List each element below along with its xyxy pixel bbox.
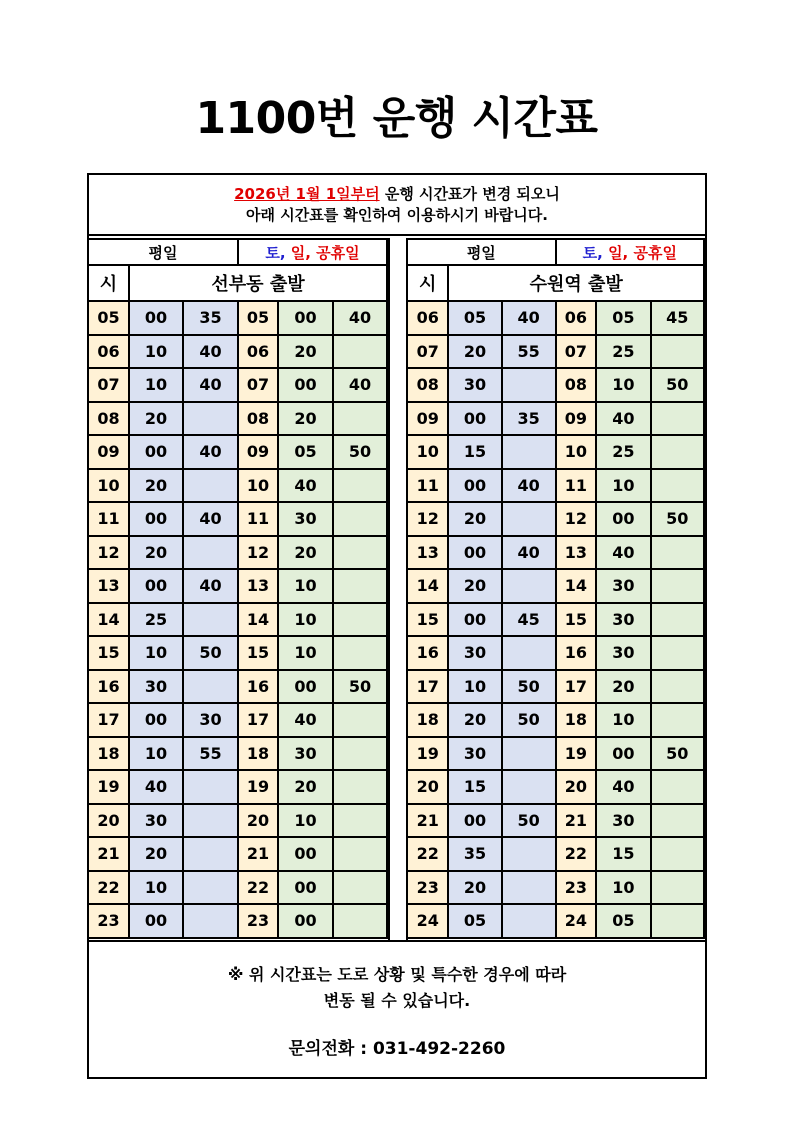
weekend-minute: 25	[596, 435, 650, 469]
weekend-hour: 24	[556, 904, 597, 938]
weekday-hour: 20	[407, 770, 448, 804]
weekend-minute: 10	[278, 569, 333, 603]
weekend-minute	[333, 804, 387, 838]
table-divider	[388, 238, 408, 940]
schedule-row	[88, 402, 387, 436]
weekday-minute: 15	[448, 435, 501, 469]
weekday-minute: 00	[129, 435, 183, 469]
weekend-hour: 06	[238, 335, 278, 369]
weekend-minute: 30	[278, 502, 333, 536]
weekday-hour: 18	[88, 737, 129, 771]
weekday-hour: 23	[88, 904, 129, 938]
weekday-hour: 19	[407, 737, 448, 771]
weekday-minute: 40	[502, 469, 556, 503]
weekday-hour: 15	[88, 636, 129, 670]
timetable-frame	[87, 173, 707, 1079]
weekend-hour: 14	[238, 603, 278, 637]
weekend-minute: 40	[596, 402, 650, 436]
weekend-minute	[651, 469, 704, 503]
weekday-minute	[183, 804, 238, 838]
weekday-minute	[502, 502, 556, 536]
weekday-minute: 20	[129, 837, 183, 871]
weekday-minute: 15	[448, 770, 501, 804]
weekend-minute: 50	[333, 435, 387, 469]
weekday-minute: 20	[448, 703, 501, 737]
weekday-minute: 40	[183, 569, 238, 603]
weekend-hour: 22	[556, 837, 597, 871]
weekend-hour: 06	[556, 301, 597, 335]
weekday-minute	[183, 871, 238, 905]
weekend-minute: 05	[278, 435, 333, 469]
weekday-hour: 17	[88, 703, 129, 737]
weekday-minute: 25	[129, 603, 183, 637]
weekday-minute	[183, 904, 238, 938]
schedule-row	[88, 636, 387, 670]
schedule-row	[88, 335, 387, 369]
weekend-hour: 15	[556, 603, 597, 637]
schedule-row	[88, 301, 387, 335]
weekend-hour: 17	[238, 703, 278, 737]
schedule-row	[88, 904, 387, 938]
weekday-hour: 12	[407, 502, 448, 536]
weekend-minute	[651, 569, 704, 603]
weekend-minute: 00	[278, 904, 333, 938]
weekday-minute: 10	[129, 368, 183, 402]
weekend-hour: 12	[556, 502, 597, 536]
weekend-minute: 05	[596, 301, 650, 335]
weekend-hour: 10	[556, 435, 597, 469]
schedule-row	[407, 770, 704, 804]
weekend-minute: 10	[596, 871, 650, 905]
weekend-minute: 15	[596, 837, 650, 871]
weekday-hour: 16	[88, 670, 129, 704]
weekday-minute	[502, 837, 556, 871]
weekend-minute	[333, 335, 387, 369]
weekend-hour: 09	[556, 402, 597, 436]
weekend-hour: 10	[238, 469, 278, 503]
weekday-minute	[183, 469, 238, 503]
weekend-minute	[651, 335, 704, 369]
weekend-hour: 16	[238, 670, 278, 704]
weekday-hour: 18	[407, 703, 448, 737]
weekend-hour: 05	[238, 301, 278, 335]
weekday-minute	[183, 770, 238, 804]
weekend-minute: 00	[596, 502, 650, 536]
weekend-minute: 20	[596, 670, 650, 704]
weekend-minute	[333, 569, 387, 603]
weekend-minute: 20	[278, 402, 333, 436]
weekday-hour: 16	[407, 636, 448, 670]
weekday-minute	[502, 871, 556, 905]
weekday-minute: 00	[129, 703, 183, 737]
weekend-minute	[333, 636, 387, 670]
weekday-minute: 50	[183, 636, 238, 670]
weekday-minute	[502, 435, 556, 469]
weekend-minute: 50	[651, 502, 704, 536]
weekday-hour: 13	[407, 536, 448, 570]
weekend-minute	[333, 904, 387, 938]
weekend-minute: 20	[278, 536, 333, 570]
weekday-minute: 55	[502, 335, 556, 369]
weekend-minute: 50	[651, 737, 704, 771]
weekend-hour: 09	[238, 435, 278, 469]
schedule-row	[407, 703, 704, 737]
weekday-hour: 14	[407, 569, 448, 603]
weekday-minute: 30	[448, 636, 501, 670]
weekend-minute: 30	[596, 804, 650, 838]
weekday-hour: 11	[407, 469, 448, 503]
footer-notice	[89, 940, 705, 1077]
weekday-minute	[183, 402, 238, 436]
weekend-minute: 30	[596, 569, 650, 603]
weekday-minute	[502, 737, 556, 771]
weekday-minute: 55	[183, 737, 238, 771]
schedule-row	[407, 904, 704, 938]
weekday-hour: 20	[88, 804, 129, 838]
weekend-hour: 18	[556, 703, 597, 737]
weekend-minute: 40	[333, 368, 387, 402]
weekday-minute: 35	[502, 402, 556, 436]
weekday-minute	[502, 636, 556, 670]
schedule-row	[88, 871, 387, 905]
weekday-minute	[183, 536, 238, 570]
weekday-minute: 40	[183, 368, 238, 402]
weekend-minute	[651, 670, 704, 704]
schedule-row	[88, 469, 387, 503]
page-title: 1100번 운행 시간표	[195, 93, 598, 144]
weekday-hour: 13	[88, 569, 129, 603]
weekday-minute: 00	[448, 603, 501, 637]
weekday-minute	[183, 670, 238, 704]
schedule-row	[407, 435, 704, 469]
weekend-minute: 40	[278, 469, 333, 503]
weekend-minute	[333, 770, 387, 804]
weekend-hour: 21	[238, 837, 278, 871]
weekday-hour: 17	[407, 670, 448, 704]
weekend-minute: 40	[596, 536, 650, 570]
weekday-minute: 00	[448, 804, 501, 838]
weekend-hour: 20	[556, 770, 597, 804]
suwon-departure-table	[406, 238, 705, 939]
weekday-hour: 10	[407, 435, 448, 469]
weekend-minute: 40	[333, 301, 387, 335]
weekend-hour: 19	[556, 737, 597, 771]
weekday-minute: 20	[448, 502, 501, 536]
weekday-hour: 08	[88, 402, 129, 436]
weekday-minute	[502, 569, 556, 603]
weekday-hour: 06	[88, 335, 129, 369]
schedule-row	[407, 636, 704, 670]
weekend-minute: 10	[278, 603, 333, 637]
weekend-hour: 15	[238, 636, 278, 670]
weekend-hour: 23	[556, 871, 597, 905]
schedule-row	[407, 871, 704, 905]
weekday-hour: 06	[407, 301, 448, 335]
weekend-minute	[333, 837, 387, 871]
weekday-minute: 20	[448, 871, 501, 905]
weekend-minute: 30	[596, 603, 650, 637]
station-header	[88, 265, 387, 301]
weekend-hour: 17	[556, 670, 597, 704]
schedule-row	[88, 435, 387, 469]
weekend-hour: 14	[556, 569, 597, 603]
weekend-hour: 13	[238, 569, 278, 603]
weekday-hour: 21	[88, 837, 129, 871]
weekend-minute	[333, 871, 387, 905]
weekday-hour: 14	[88, 603, 129, 637]
weekday-minute	[502, 770, 556, 804]
day-type-header	[407, 239, 704, 265]
schedule-row	[407, 737, 704, 771]
weekday-minute: 30	[129, 670, 183, 704]
weekend-minute	[651, 837, 704, 871]
weekday-minute: 05	[448, 301, 501, 335]
weekend-minute: 50	[651, 368, 704, 402]
weekend-label: 토, 일, 공휴일	[238, 239, 387, 265]
disclaimer: ※ 위 시간표는 도로 상황 및 특수한 경우에 따라 변동 될 수 있습니다.	[227, 965, 567, 1010]
weekday-minute	[183, 837, 238, 871]
weekday-minute: 30	[129, 804, 183, 838]
weekday-hour: 15	[407, 603, 448, 637]
weekday-minute	[183, 603, 238, 637]
weekend-hour: 07	[556, 335, 597, 369]
schedule-row	[88, 737, 387, 771]
weekday-minute: 45	[502, 603, 556, 637]
hour-header: 시	[88, 265, 129, 301]
schedule-row	[88, 536, 387, 570]
weekend-hour: 08	[238, 402, 278, 436]
weekend-minute	[333, 703, 387, 737]
weekend-minute	[333, 536, 387, 570]
weekend-minute: 00	[278, 871, 333, 905]
schedule-row	[88, 603, 387, 637]
schedule-row	[88, 837, 387, 871]
contact-phone: 문의전화 : 031-492-2260	[288, 1039, 506, 1059]
weekday-minute: 00	[129, 301, 183, 335]
weekend-minute: 10	[596, 703, 650, 737]
weekend-hour: 11	[238, 502, 278, 536]
schedule-row	[407, 603, 704, 637]
schedule-row	[407, 536, 704, 570]
notice-line-2: 아래 시간표를 확인하여 이용하시기 바랍니다.	[246, 206, 548, 224]
weekend-minute: 00	[278, 301, 333, 335]
weekday-minute: 00	[448, 402, 501, 436]
schedule-row	[407, 670, 704, 704]
weekday-hour: 21	[407, 804, 448, 838]
schedule-row	[88, 670, 387, 704]
weekday-label: 평일	[88, 239, 238, 265]
weekday-minute: 00	[129, 502, 183, 536]
weekday-hour: 09	[88, 435, 129, 469]
weekend-minute: 45	[651, 301, 704, 335]
weekend-label: 토, 일, 공휴일	[556, 239, 704, 265]
seonbu-departure-table	[89, 238, 388, 939]
weekend-minute	[651, 871, 704, 905]
weekday-minute: 00	[129, 569, 183, 603]
weekday-hour: 12	[88, 536, 129, 570]
weekend-minute: 20	[278, 770, 333, 804]
weekend-minute	[651, 770, 704, 804]
weekend-minute	[651, 402, 704, 436]
weekday-minute: 40	[502, 301, 556, 335]
weekday-minute: 10	[129, 737, 183, 771]
weekend-minute: 20	[278, 335, 333, 369]
weekday-minute: 20	[129, 536, 183, 570]
weekday-hour: 22	[407, 837, 448, 871]
weekday-minute: 05	[448, 904, 501, 938]
weekend-minute: 10	[278, 636, 333, 670]
weekday-hour: 24	[407, 904, 448, 938]
weekday-minute: 40	[183, 435, 238, 469]
schedule-row	[407, 569, 704, 603]
weekday-minute: 30	[448, 737, 501, 771]
weekend-minute: 00	[596, 737, 650, 771]
schedule-row	[407, 469, 704, 503]
weekend-minute: 10	[596, 368, 650, 402]
weekend-minute: 25	[596, 335, 650, 369]
schedule-row	[88, 502, 387, 536]
day-type-header	[88, 239, 387, 265]
weekend-minute: 30	[596, 636, 650, 670]
weekend-hour: 16	[556, 636, 597, 670]
weekday-minute: 20	[129, 402, 183, 436]
schedule-row	[407, 402, 704, 436]
weekday-minute: 50	[502, 703, 556, 737]
weekday-hour: 22	[88, 871, 129, 905]
weekend-minute: 40	[596, 770, 650, 804]
station-name: 선부동 출발	[129, 265, 387, 301]
weekend-minute: 40	[278, 703, 333, 737]
weekend-minute	[333, 603, 387, 637]
weekend-minute	[333, 402, 387, 436]
weekday-minute: 20	[448, 335, 501, 369]
weekday-minute: 00	[448, 469, 501, 503]
weekend-minute	[651, 804, 704, 838]
weekend-minute	[651, 703, 704, 737]
weekend-minute: 30	[278, 737, 333, 771]
schedule-row	[407, 301, 704, 335]
notice-line-1: 2026년 1월 1일부터 운행 시간표가 변경 되오니	[234, 185, 560, 203]
weekday-hour: 23	[407, 871, 448, 905]
weekend-minute: 10	[278, 804, 333, 838]
schedule-row	[88, 703, 387, 737]
weekday-hour: 11	[88, 502, 129, 536]
weekend-minute	[333, 737, 387, 771]
weekend-hour: 23	[238, 904, 278, 938]
effective-date: 2026년 1월 1일부터	[234, 185, 380, 203]
weekend-minute	[651, 603, 704, 637]
weekday-minute: 40	[129, 770, 183, 804]
weekday-minute: 10	[448, 670, 501, 704]
weekday-minute: 40	[183, 502, 238, 536]
schedule-row	[407, 335, 704, 369]
weekend-hour: 08	[556, 368, 597, 402]
schedule-row	[88, 804, 387, 838]
weekday-label: 평일	[407, 239, 556, 265]
weekday-hour: 07	[407, 335, 448, 369]
change-notice	[89, 175, 705, 236]
weekend-hour: 11	[556, 469, 597, 503]
weekday-minute: 20	[129, 469, 183, 503]
weekday-hour: 08	[407, 368, 448, 402]
weekend-hour: 07	[238, 368, 278, 402]
weekday-hour: 09	[407, 402, 448, 436]
weekend-minute: 00	[278, 837, 333, 871]
weekday-minute: 35	[183, 301, 238, 335]
schedule-row	[407, 837, 704, 871]
schedule-row	[88, 770, 387, 804]
weekend-hour: 18	[238, 737, 278, 771]
weekend-minute: 00	[278, 670, 333, 704]
weekday-hour: 19	[88, 770, 129, 804]
weekend-minute: 00	[278, 368, 333, 402]
weekday-minute: 10	[129, 871, 183, 905]
weekday-minute	[502, 368, 556, 402]
weekend-minute: 05	[596, 904, 650, 938]
weekday-minute: 40	[502, 536, 556, 570]
schedule-row	[407, 368, 704, 402]
weekend-hour: 20	[238, 804, 278, 838]
weekday-minute: 30	[448, 368, 501, 402]
hour-header: 시	[407, 265, 448, 301]
weekday-minute: 00	[129, 904, 183, 938]
weekday-minute: 35	[448, 837, 501, 871]
schedule-row	[88, 569, 387, 603]
weekend-hour: 22	[238, 871, 278, 905]
weekend-hour: 12	[238, 536, 278, 570]
weekend-hour: 19	[238, 770, 278, 804]
schedule-row	[407, 502, 704, 536]
weekday-hour: 10	[88, 469, 129, 503]
weekend-minute	[651, 536, 704, 570]
weekend-minute	[333, 502, 387, 536]
weekday-hour: 07	[88, 368, 129, 402]
station-header	[407, 265, 704, 301]
weekday-minute: 50	[502, 804, 556, 838]
weekday-minute: 10	[129, 636, 183, 670]
weekend-hour: 21	[556, 804, 597, 838]
weekend-minute	[651, 435, 704, 469]
weekday-minute: 50	[502, 670, 556, 704]
weekend-minute	[333, 469, 387, 503]
schedule-row	[407, 804, 704, 838]
station-name: 수원역 출발	[448, 265, 704, 301]
weekend-hour: 13	[556, 536, 597, 570]
weekday-minute	[502, 904, 556, 938]
schedule-row	[88, 368, 387, 402]
weekend-minute: 50	[333, 670, 387, 704]
weekday-minute: 10	[129, 335, 183, 369]
weekday-minute: 30	[183, 703, 238, 737]
weekday-minute: 40	[183, 335, 238, 369]
weekend-minute: 10	[596, 469, 650, 503]
weekday-hour: 05	[88, 301, 129, 335]
weekend-minute	[651, 904, 704, 938]
weekday-minute: 00	[448, 536, 501, 570]
weekday-minute: 20	[448, 569, 501, 603]
weekend-minute	[651, 636, 704, 670]
